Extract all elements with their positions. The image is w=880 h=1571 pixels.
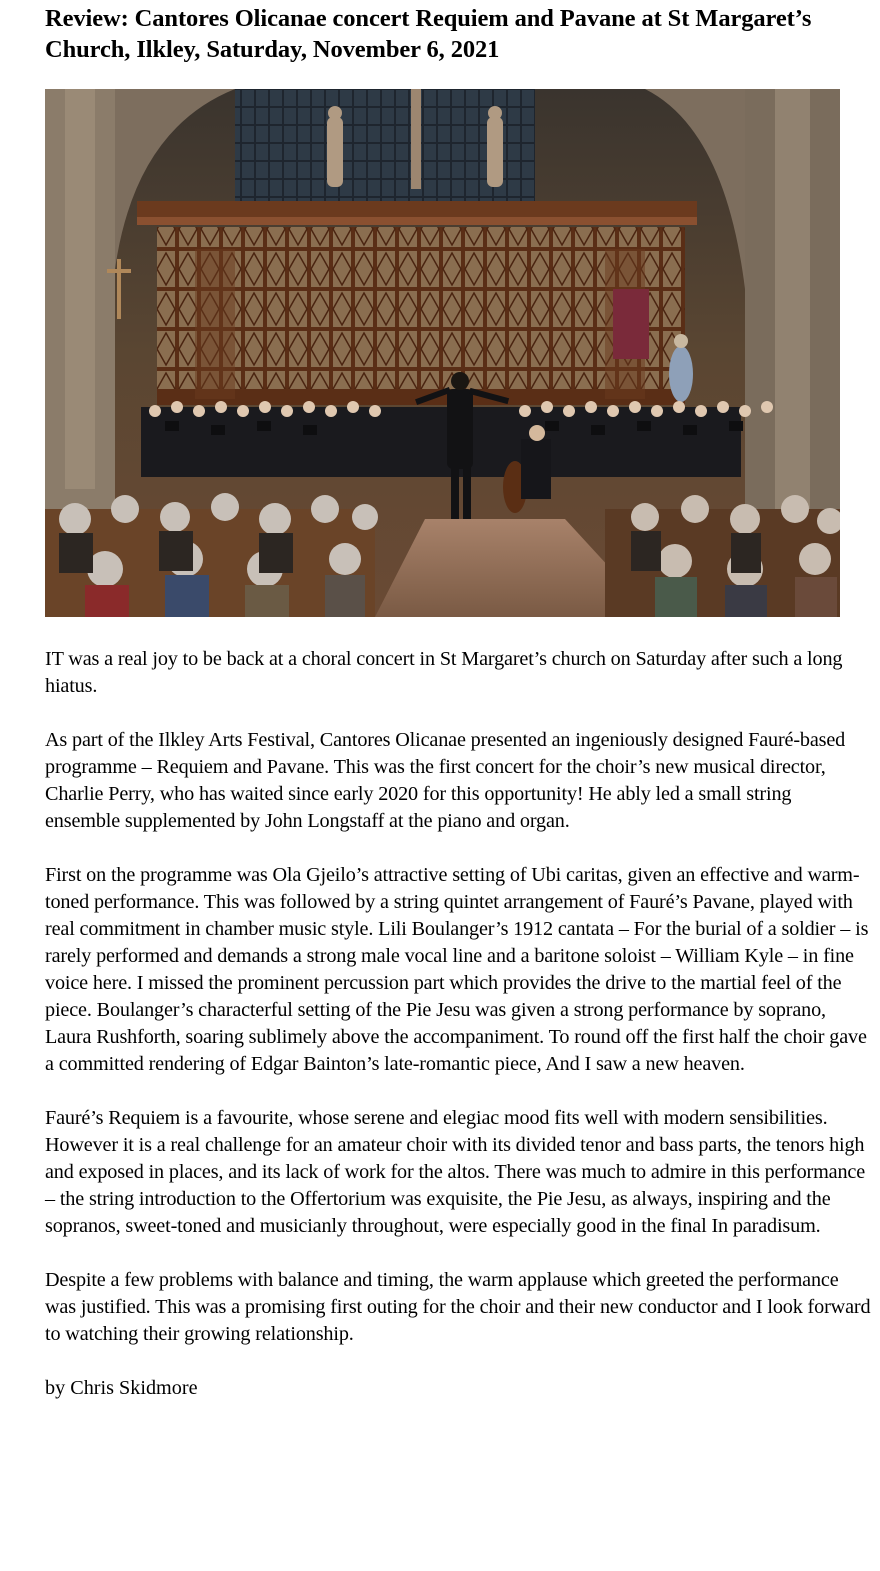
article [45, 0, 871, 1399]
concert-photo [45, 89, 840, 617]
article-paragraph: IT was a real joy to be back at a choral concert in St Margaret’s church on Saturday after such a long hiatus. [45, 648, 843, 697]
article-paragraph: As part of the Ilkley Arts Festival, Cantores Olicanae presented an ingeniously designed Fauré-based programme – Requiem and Pavane. This was the first concert for the choir’s new musical director, Charlie Perry, who has waited since early 2020 for this opportunity! He ably led a small string ensemble supplemented by John Longstaff at the piano and organ. [45, 729, 846, 832]
article-byline: by Chris Skidmore [45, 1377, 198, 1399]
article-body [45, 646, 871, 1402]
article-paragraph: Despite a few problems with balance and timing, the warm applause which greeted the performance was justified. This was a promising first outing for the choir and their new conductor and I look forward to watching their growing relationship. [45, 1269, 871, 1345]
concert-photo-illustration [45, 89, 840, 617]
article-paragraph: First on the programme was Ola Gjeilo’s attractive setting of Ubi caritas, given an effective and warm-toned performance. This was followed by a string quintet arrangement of Fauré’s Pavane, played with real commitment in chamber music style. Lili Boulanger’s 1912 cantata – For the burial of a soldier – is rarely performed and demands a strong male vocal line and a baritone soloist – William Kyle – in fine voice here. I missed the prominent percussion part which provides the drive to the martial feel of the piece. Boulanger’s characterful setting of the Pie Jesu was given a strong performance by soprano, Laura Rushforth, soaring sublimely above the accompaniment. To round off the first half the choir gave a committed rendering of Edgar Bainton’s late-romantic piece, And I saw a new heaven. [45, 864, 869, 1075]
article-headline: Review: Cantores Olicanae concert Requiem and Pavane at St Margaret’s Church, Ilkley, Saturday, November 6, 2021 [45, 5, 812, 63]
article-paragraph: Fauré’s Requiem is a favourite, whose serene and elegiac mood fits well with modern sensibilities. However it is a real challenge for an amateur choir with its divided tenor and bass parts, the tenors high and exposed in places, and its lack of work for the altos. There was much to admire in this performance – the string introduction to the Offertorium was exquisite, the Pie Jesu, as always, inspiring and the sopranos, sweet-toned and musicianly throughout, were especially good in the final In paradisum. [45, 1107, 866, 1237]
